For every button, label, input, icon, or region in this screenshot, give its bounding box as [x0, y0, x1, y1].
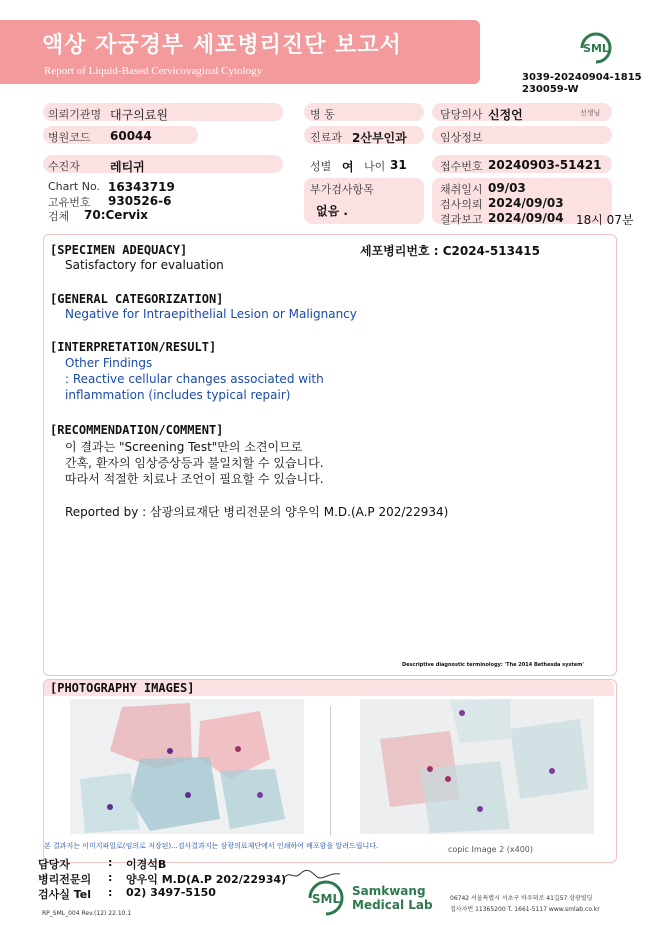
- adequacy-text: Satisfactory for evaluation: [65, 258, 224, 272]
- image-2-caption: copic Image 2 (x400): [448, 845, 534, 854]
- adequacy-heading: [SPECIMEN ADEQUACY]: [50, 243, 188, 257]
- patient-label: 수진자: [48, 160, 80, 173]
- brand-line2: Medical Lab: [352, 898, 433, 912]
- id-label: 고유번호: [48, 196, 91, 209]
- doctor-value: 신정언: [488, 108, 523, 122]
- address-line1: 06742 서울특별시 서초구 바우뫼로 41길57 삼광빌딩: [450, 895, 593, 902]
- request-label: 검사의뢰: [440, 198, 483, 211]
- tel-value: 02) 3497-5150: [126, 886, 216, 899]
- cyto-number: 세포병리번호 : C2024-513415: [360, 244, 540, 258]
- form-code: RP_SML_004 Rev.(12) 22.10.1: [42, 910, 132, 917]
- cytology-image-2: [360, 699, 594, 834]
- patient-value: 레티귀: [110, 160, 145, 174]
- address-line2: 접사자번 11365200 T. 1661-5117 www.smlab.co.kr: [450, 906, 600, 913]
- ward-label: 병 동: [310, 108, 335, 121]
- report-subtitle: Report of Liquid-Based Cervicovaginal Cytology: [44, 65, 263, 77]
- cytology-image-1: [70, 699, 304, 834]
- footer-notice: 본 결과지는 이미지파일로(임의로 저장된)...검사결과지는 삼광의료재단에서 인쇄하여 배포함을 알려드립니다.: [44, 842, 379, 850]
- manager-label: 담당자: [38, 858, 70, 871]
- doctor-suffix: 선생님: [580, 109, 601, 117]
- age-value: 31: [390, 158, 407, 172]
- age-label: 나이: [364, 160, 386, 173]
- interpretation-line1: Other Findings: [65, 356, 153, 370]
- pathologist-value: 양우익 M.D(A.P 202/22934): [126, 873, 287, 886]
- specimen-label: 검체: [48, 210, 70, 223]
- reported-by: Reported by : 삼광의료재단 병리전문의 양우익 M.D.(A.P 202/22934): [65, 505, 449, 519]
- report-number-line1: 3039-20240904-1815: [522, 72, 642, 83]
- logo-text: SML: [583, 42, 609, 55]
- specimen-value: 70:Cervix: [84, 208, 149, 222]
- report-number-line2: 230059-W: [522, 84, 579, 95]
- extra-tests-label: 부가검사항목: [310, 183, 374, 196]
- terminology-footnote: Descriptive diagnostic terminology: 'The 2014 Bethesda system': [402, 662, 584, 668]
- recommendation-line1: 이 결과는 "Screening Test"만의 소견이므로: [65, 440, 303, 454]
- institution-label: 의뢰기관명: [48, 108, 102, 121]
- receipt-label: 접수번호: [440, 160, 483, 173]
- manager-value: 이경석B: [126, 858, 167, 871]
- photography-heading: [PHOTOGRAPHY IMAGES]: [50, 681, 195, 695]
- report-number: [522, 72, 642, 96]
- clinical-label: 임상정보: [440, 131, 483, 144]
- dept-label: 진료과: [310, 131, 342, 144]
- doctor-label: 담당의사: [440, 108, 483, 121]
- tel-colon: :: [108, 886, 113, 899]
- result-label: 결과보고: [440, 213, 483, 226]
- sml-footer-logo-icon: [304, 876, 348, 920]
- pathologist-colon: :: [108, 871, 113, 884]
- sml-logo-icon: [576, 28, 616, 68]
- interpretation-heading: [INTERPRETATION/RESULT]: [50, 340, 217, 354]
- hospital-code-value: 60044: [110, 129, 152, 143]
- general-text: Negative for Intraepithelial Lesion or Malignancy: [65, 307, 357, 321]
- footer-logo-text: SML: [311, 892, 341, 906]
- tel-label: 검사실 Tel: [38, 888, 91, 901]
- sex-label: 성별: [310, 160, 332, 173]
- recommendation-line3: 따라서 적절한 치료나 조언이 필요할 수 있습니다.: [65, 472, 324, 486]
- sex-value: 여: [342, 160, 354, 174]
- receipt-value: 20240903-51421: [488, 158, 602, 172]
- recommendation-heading: [RECOMMENDATION/COMMENT]: [50, 423, 224, 437]
- recommendation-line2: 간혹, 환자의 임상증상등과 불일치할 수 있습니다.: [65, 456, 324, 470]
- result-value: 2024/09/04: [488, 211, 564, 225]
- chart-label: Chart No.: [48, 180, 100, 193]
- dept-value: 2산부인과: [352, 131, 407, 145]
- brand-name: [352, 884, 433, 912]
- collect-label: 채취일시: [440, 183, 483, 196]
- hospital-code-label: 병원코드: [48, 131, 91, 144]
- image-divider: [330, 706, 331, 836]
- request-value: 2024/09/03: [488, 196, 564, 210]
- chart-value: 16343719: [108, 180, 175, 194]
- interpretation-line3: inflammation (includes typical repair): [65, 388, 291, 402]
- manager-colon: :: [108, 856, 113, 869]
- report-title: 액상 자궁경부 세포병리진단 보고서: [42, 33, 402, 58]
- collect-value: 09/03: [488, 181, 526, 195]
- result-time: 18시 07분: [576, 213, 634, 227]
- institution-value: 대구의료원: [110, 108, 168, 122]
- id-value: 930526-6: [108, 194, 172, 208]
- extra-tests-value: 없음 .: [316, 204, 348, 218]
- general-heading: [GENERAL CATEGORIZATION]: [50, 292, 224, 306]
- brand-line1: Samkwang: [352, 884, 426, 898]
- interpretation-line2: : Reactive cellular changes associated with: [65, 372, 324, 386]
- pathologist-label: 병리전문의: [38, 873, 92, 886]
